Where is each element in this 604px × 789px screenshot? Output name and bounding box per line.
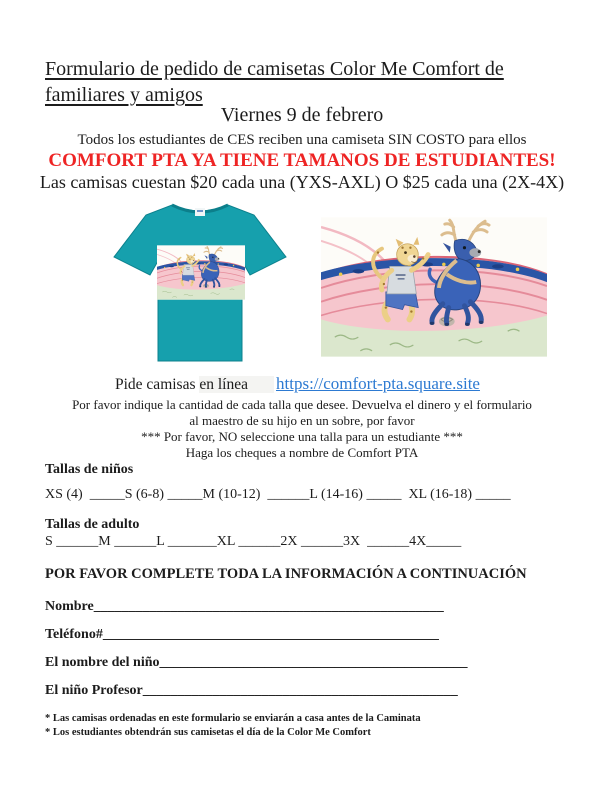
field-label: Teléfono#: [45, 627, 103, 642]
field-blank-line: __________________________________________________: [93, 599, 444, 614]
kids-sizes-row: XS (4) _____S (6-8) _____M (10-12) ______L (14-16) _____ XL (16-18) _____: [45, 487, 511, 502]
adult-sizes-heading: Tallas de adulto: [45, 517, 140, 532]
field-label: Nombre: [45, 599, 94, 614]
form-field-nombre: [45, 599, 444, 615]
form-field-telefono: [45, 627, 439, 643]
order-online-label: Pide camisas: [115, 376, 200, 393]
field-blank-line: ____________________________________________: [159, 655, 468, 670]
field-label: El nombre del niño: [45, 655, 160, 670]
tshirt-print: [157, 245, 245, 299]
intro-line: Todos los estudiantes de CES reciben una camiseta SIN COSTO para ellos: [77, 132, 527, 148]
order-online-label-highlight: en línea: [199, 376, 274, 393]
field-blank-line: _____________________________________________: [142, 683, 458, 698]
page-title: [45, 56, 570, 108]
form-heading: POR FAVOR COMPLETE TODA LA INFORMACIÓN A CONTINUACIÓN: [45, 566, 527, 582]
instruction-line-2: al maestro de su hijo en un sobre, por favor: [189, 413, 415, 428]
footnote-2: * Los estudiantes obtendrán sus camisetas el día de la Color Me Comfort: [45, 726, 371, 738]
instruction-line-4: Haga los cheques a nombre de Comfort PTA: [185, 445, 419, 460]
adult-sizes-row: S ______M ______L _______XL ______2X ______3X ______4X_____: [45, 534, 462, 549]
kids-sizes-heading: Tallas de niños: [45, 462, 134, 477]
order-link[interactable]: https://comfort-pta.square.site: [276, 374, 480, 393]
instruction-line-1: Por favor indique la cantidad de cada talla que desee. Devuelva el dinero y el formulario: [72, 397, 532, 412]
page-title-line2: familiares y amigos: [45, 84, 203, 106]
event-date: Viernes 9 de febrero: [220, 104, 384, 126]
footnote-1: * Las camisas ordenadas en este formulario se enviarán a casa antes de la Caminata: [45, 713, 421, 724]
footnotes: [45, 712, 421, 739]
field-label: El niño Profesor: [45, 683, 143, 698]
form-field-nombre-nino: [45, 655, 468, 671]
pricing-line: Las camisas cuestan $20 cada una (YXS-AXL) O $25 cada una (2X-4X): [39, 172, 565, 192]
field-blank-line: ________________________________________________: [102, 627, 439, 642]
alert-line: COMFORT PTA YA TIENE TAMANOS DE ESTUDIANTES!: [48, 150, 556, 171]
order-online-line: [115, 374, 480, 394]
page-title-line1: Formulario de pedido de camisetas Color Me Comfort de: [45, 58, 504, 80]
form-field-profesor: [45, 683, 458, 699]
artwork-image: [321, 216, 547, 358]
tshirt-image: [111, 198, 290, 367]
instruction-line-3: *** Por favor, NO seleccione una talla para un estudiante ***: [141, 429, 463, 444]
